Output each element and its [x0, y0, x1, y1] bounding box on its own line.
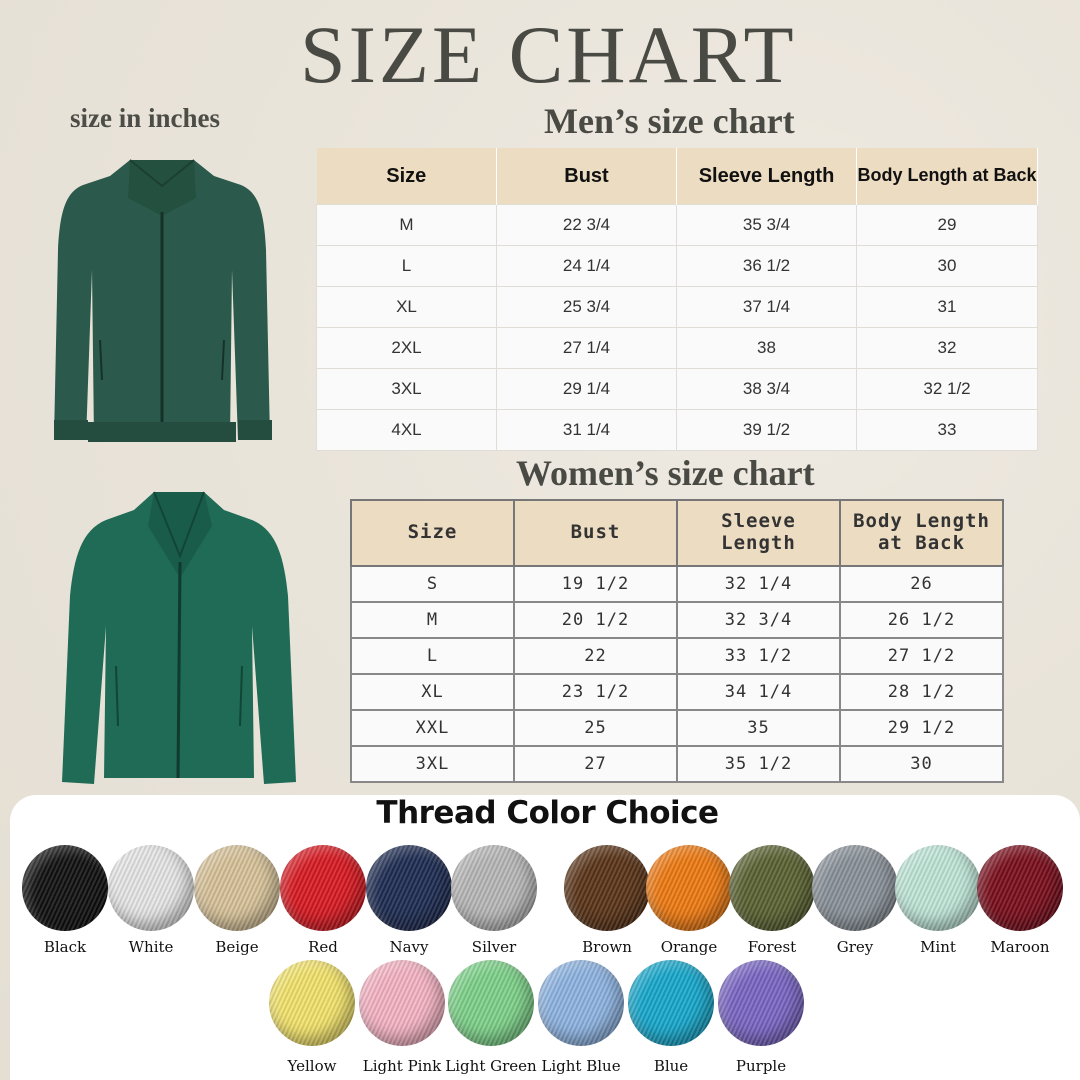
table-row [317, 205, 1038, 246]
table-cell: 27 1/4 [497, 328, 677, 369]
thread-swatch-label: Mint [920, 938, 956, 956]
thread-color-title: Thread Color Choice [376, 795, 719, 831]
thread-swatch [628, 960, 714, 1046]
table-cell: 3XL [317, 369, 497, 410]
mens-chart-title: Men’s size chart [544, 101, 795, 141]
table-row [317, 287, 1038, 328]
mens-header-body-length: Body Length at Back [857, 148, 1038, 205]
thread-swatch [280, 845, 366, 931]
thread-swatch-label: Navy [389, 938, 429, 956]
table-row [317, 369, 1038, 410]
thread-swatch [977, 845, 1063, 931]
thread-swatch [448, 960, 534, 1046]
mens-jacket-image [48, 150, 276, 455]
table-row [351, 746, 1003, 782]
thread-swatch-label: Orange [660, 938, 718, 956]
table-cell: 25 [514, 710, 677, 746]
womens-jacket-image [56, 486, 302, 786]
table-cell: 32 1/4 [677, 566, 840, 602]
thread-swatch [718, 960, 804, 1046]
table-cell: 29 [857, 205, 1038, 246]
table-cell: 39 1/2 [677, 410, 857, 451]
thread-swatch [451, 845, 537, 931]
thread-swatch-label: Maroon [990, 938, 1050, 956]
mens-header-sleeve: Sleeve Length [677, 148, 857, 205]
mens-header-bust: Bust [497, 148, 677, 205]
table-cell: 32 [857, 328, 1038, 369]
thread-swatch-label: Light Green [445, 1057, 537, 1075]
thread-swatch [646, 845, 732, 931]
table-cell: 24 1/4 [497, 246, 677, 287]
womens-header-size: Size [351, 500, 514, 566]
table-cell: 31 [857, 287, 1038, 328]
page-title: SIZE CHART [300, 9, 797, 100]
table-cell: 35 [677, 710, 840, 746]
table-cell: 37 1/4 [677, 287, 857, 328]
thread-swatch-label: White [128, 938, 174, 956]
table-cell: XXL [351, 710, 514, 746]
table-row [317, 328, 1038, 369]
table-row [351, 674, 1003, 710]
table-cell: 35 3/4 [677, 205, 857, 246]
thread-swatch-label: Blue [653, 1057, 689, 1075]
table-cell: 36 1/2 [677, 246, 857, 287]
table-cell: 32 1/2 [857, 369, 1038, 410]
thread-swatch-label: Red [308, 938, 338, 956]
table-cell: 22 3/4 [497, 205, 677, 246]
thread-swatch-label: Black [43, 938, 87, 956]
thread-swatch [564, 845, 650, 931]
table-cell: 30 [857, 246, 1038, 287]
thread-swatch [538, 960, 624, 1046]
thread-swatch [194, 845, 280, 931]
table-cell: 19 1/2 [514, 566, 677, 602]
table-cell: 29 1/4 [497, 369, 677, 410]
mens-header-row [317, 148, 1038, 205]
table-cell: 33 [857, 410, 1038, 451]
thread-swatch-label: Light Pink [362, 1057, 442, 1075]
mens-size-table [316, 148, 1038, 451]
table-cell: 29 1/2 [840, 710, 1003, 746]
table-cell: M [317, 205, 497, 246]
table-cell: 27 [514, 746, 677, 782]
womens-header-body-length: Body Length at Back [840, 500, 1003, 566]
table-cell: 3XL [351, 746, 514, 782]
thread-swatch [812, 845, 898, 931]
table-cell: L [317, 246, 497, 287]
table-cell: 27 1/2 [840, 638, 1003, 674]
table-row [317, 246, 1038, 287]
table-row [351, 710, 1003, 746]
table-cell: XL [317, 287, 497, 328]
table-cell: 38 3/4 [677, 369, 857, 410]
table-cell: M [351, 602, 514, 638]
thread-swatch-label: Brown [582, 938, 632, 956]
table-cell: 23 1/2 [514, 674, 677, 710]
thread-swatch [22, 845, 108, 931]
thread-swatch-label: Silver [471, 938, 517, 956]
table-cell: 25 3/4 [497, 287, 677, 328]
table-cell: 33 1/2 [677, 638, 840, 674]
table-row [351, 638, 1003, 674]
thread-swatch [366, 845, 452, 931]
thread-swatch [729, 845, 815, 931]
thread-swatch [359, 960, 445, 1046]
thread-swatch-label: Light Blue [541, 1057, 621, 1075]
womens-header-bust: Bust [514, 500, 677, 566]
units-label: size in inches [70, 103, 221, 133]
thread-swatch-label: Yellow [287, 1057, 337, 1075]
table-cell: 2XL [317, 328, 497, 369]
table-row [351, 602, 1003, 638]
table-cell: 4XL [317, 410, 497, 451]
table-row [317, 410, 1038, 451]
womens-size-table [350, 499, 1004, 783]
table-cell: 20 1/2 [514, 602, 677, 638]
thread-swatch-label: Beige [215, 938, 259, 956]
thread-swatch-label: Forest [747, 938, 797, 956]
thread-swatch-label: Purple [735, 1057, 787, 1075]
womens-chart-title: Women’s size chart [516, 453, 815, 493]
thread-swatch [895, 845, 981, 931]
womens-header-sleeve: Sleeve Length [677, 500, 840, 566]
table-cell: 28 1/2 [840, 674, 1003, 710]
table-cell: 34 1/4 [677, 674, 840, 710]
table-cell: 31 1/4 [497, 410, 677, 451]
table-cell: 38 [677, 328, 857, 369]
table-cell: 26 [840, 566, 1003, 602]
thread-swatch [269, 960, 355, 1046]
thread-swatch [108, 845, 194, 931]
thread-swatch-label: Grey [836, 938, 874, 956]
womens-header-row [351, 500, 1003, 566]
table-cell: 32 3/4 [677, 602, 840, 638]
table-cell: L [351, 638, 514, 674]
table-row [351, 566, 1003, 602]
mens-header-size: Size [317, 148, 497, 205]
table-cell: 30 [840, 746, 1003, 782]
table-cell: XL [351, 674, 514, 710]
table-cell: 22 [514, 638, 677, 674]
table-cell: 35 1/2 [677, 746, 840, 782]
table-cell: 26 1/2 [840, 602, 1003, 638]
table-cell: S [351, 566, 514, 602]
